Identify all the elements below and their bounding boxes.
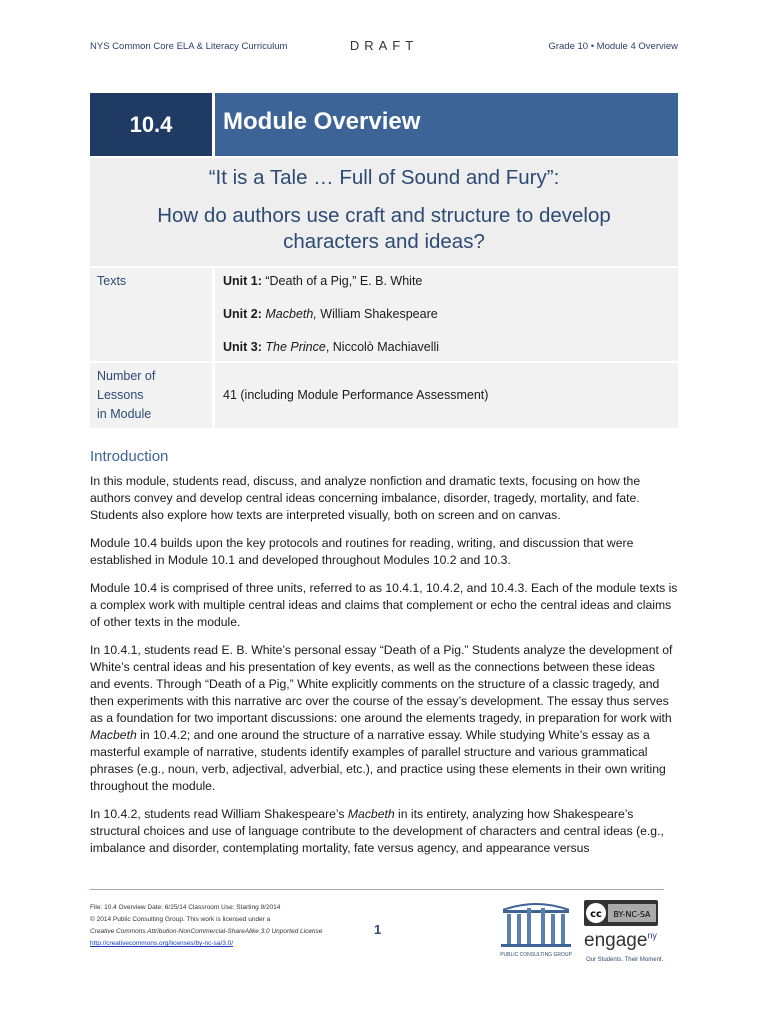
intro-paragraph: Module 10.4 is comprised of three units, referred to as 10.4.1, 10.4.2, and 10.4.3. Each of the module texts is a complex work with multiple central ideas and claims that complement or echo the central ideas and claims of other texts in the module.: [90, 581, 678, 629]
intro-paragraph: In 10.4.2, students read William Shakespeare’s Macbeth in its entirety, analyzing how Shakespeare’s structural choices and use of language contribute to the development of characters and central ideas (e.g., imbalance and disorder, contemplating mortality, fate versus agency, and appearance versus: [90, 807, 664, 855]
cc-license-label: BY-NC-SA: [613, 910, 651, 919]
texts-label: Texts: [97, 274, 127, 288]
page-header: [90, 38, 678, 58]
intro-paragraph: Module 10.4 builds upon the key protocols and routines for reading, writing, and discussion that were established in Module 10.1 and developed throughout Modules 10.2 and 10.3.: [90, 536, 634, 567]
draft-label: DRAFT: [349, 38, 419, 53]
introduction-heading: Introduction: [90, 448, 169, 465]
pcg-logo-text: PUBLIC CONSULTING GROUP: [500, 952, 572, 958]
lessons-label: Number of Lessons in Module: [97, 369, 156, 421]
texts-value: [215, 268, 678, 361]
texts-row: [90, 268, 678, 361]
module-question: How do authors use craft and structure to develop characters and ideas?: [157, 204, 611, 253]
unit-2-line: Unit 2: Macbeth, William Shakespeare: [223, 307, 438, 321]
engageny-tagline: Our Students. Their Moment.: [586, 957, 664, 963]
footer-divider: [90, 889, 664, 890]
intro-paragraph: In 10.4.1, students read E. B. White’s personal essay “Death of a Pig.” Students analyze the development of White’s central ideas and his presentation of key events, as well as the connections between these ideas and events. Through “Death of a Pig,” White explicitly comments on the structure of a classic tragedy, and then experiments with this narrative arc over the course of the essay’s development. The essay thus serves as a foundation for two important discussions: one around the elements tragedy, in preparation for work with Macbeth in 10.4.2; and one around the structure of a narrative essay. While studying White’s essay as a masterful example of narrative, students identify examples of parallel structure and various grammatical phrases (e.g., noun, verb, adjectival, adverbial, etc.), and practice using these elements in their own writing throughout the module.: [90, 643, 673, 793]
footer-license: File: 10.4 Overview Date: 6/25/14 Classroom Use: Starting 9/2014 © 2014 Public Consulting Group. This work is licensed under a Creative Commons Attribution-NonCommercial-ShareAlike 3.0 Unported License http://creativecommons.org/licenses/by-nc-sa/3.0/: [90, 904, 323, 947]
module-quote-block: [90, 158, 678, 266]
cc-license-icon: [584, 900, 658, 926]
unit-3-line: Unit 3: The Prince, Niccolò Machiavelli: [223, 340, 440, 354]
svg-text:cc: cc: [590, 909, 602, 920]
module-number: 10.4: [90, 93, 212, 156]
module-info-table: [90, 268, 678, 430]
introduction-body: [90, 473, 678, 868]
lessons-value: 41 (including Module Performance Assessment): [223, 388, 489, 402]
license-link[interactable]: http://creativecommons.org/licenses/by-nc-sa/3.0/: [90, 940, 234, 947]
lessons-row: [90, 363, 678, 428]
engageny-logo: engage$^{ny}$: [584, 930, 657, 951]
grade-module-label: Grade 10 • Module 4 Overview: [548, 41, 678, 52]
intro-paragraph: In this module, students read, discuss, and analyze nonfiction and dramatic texts, focusing on how the authors convey and develop central ideas concerning imbalance, disorder, tragedy, mortality, and fate. Students also explore how texts are interpreted visually, both on screen and on canvas.: [90, 474, 641, 522]
unit-1-line: Unit 1: “Death of a Pig,” E. B. White: [223, 274, 423, 288]
curriculum-name: NYS Common Core ELA & Literacy Curriculum: [90, 41, 288, 52]
title-band: [90, 93, 678, 156]
module-title: Module Overview: [215, 93, 678, 156]
module-quote: “It is a Tale … Full of Sound and Fury”:: [208, 166, 560, 189]
page-number: 1: [374, 922, 382, 937]
